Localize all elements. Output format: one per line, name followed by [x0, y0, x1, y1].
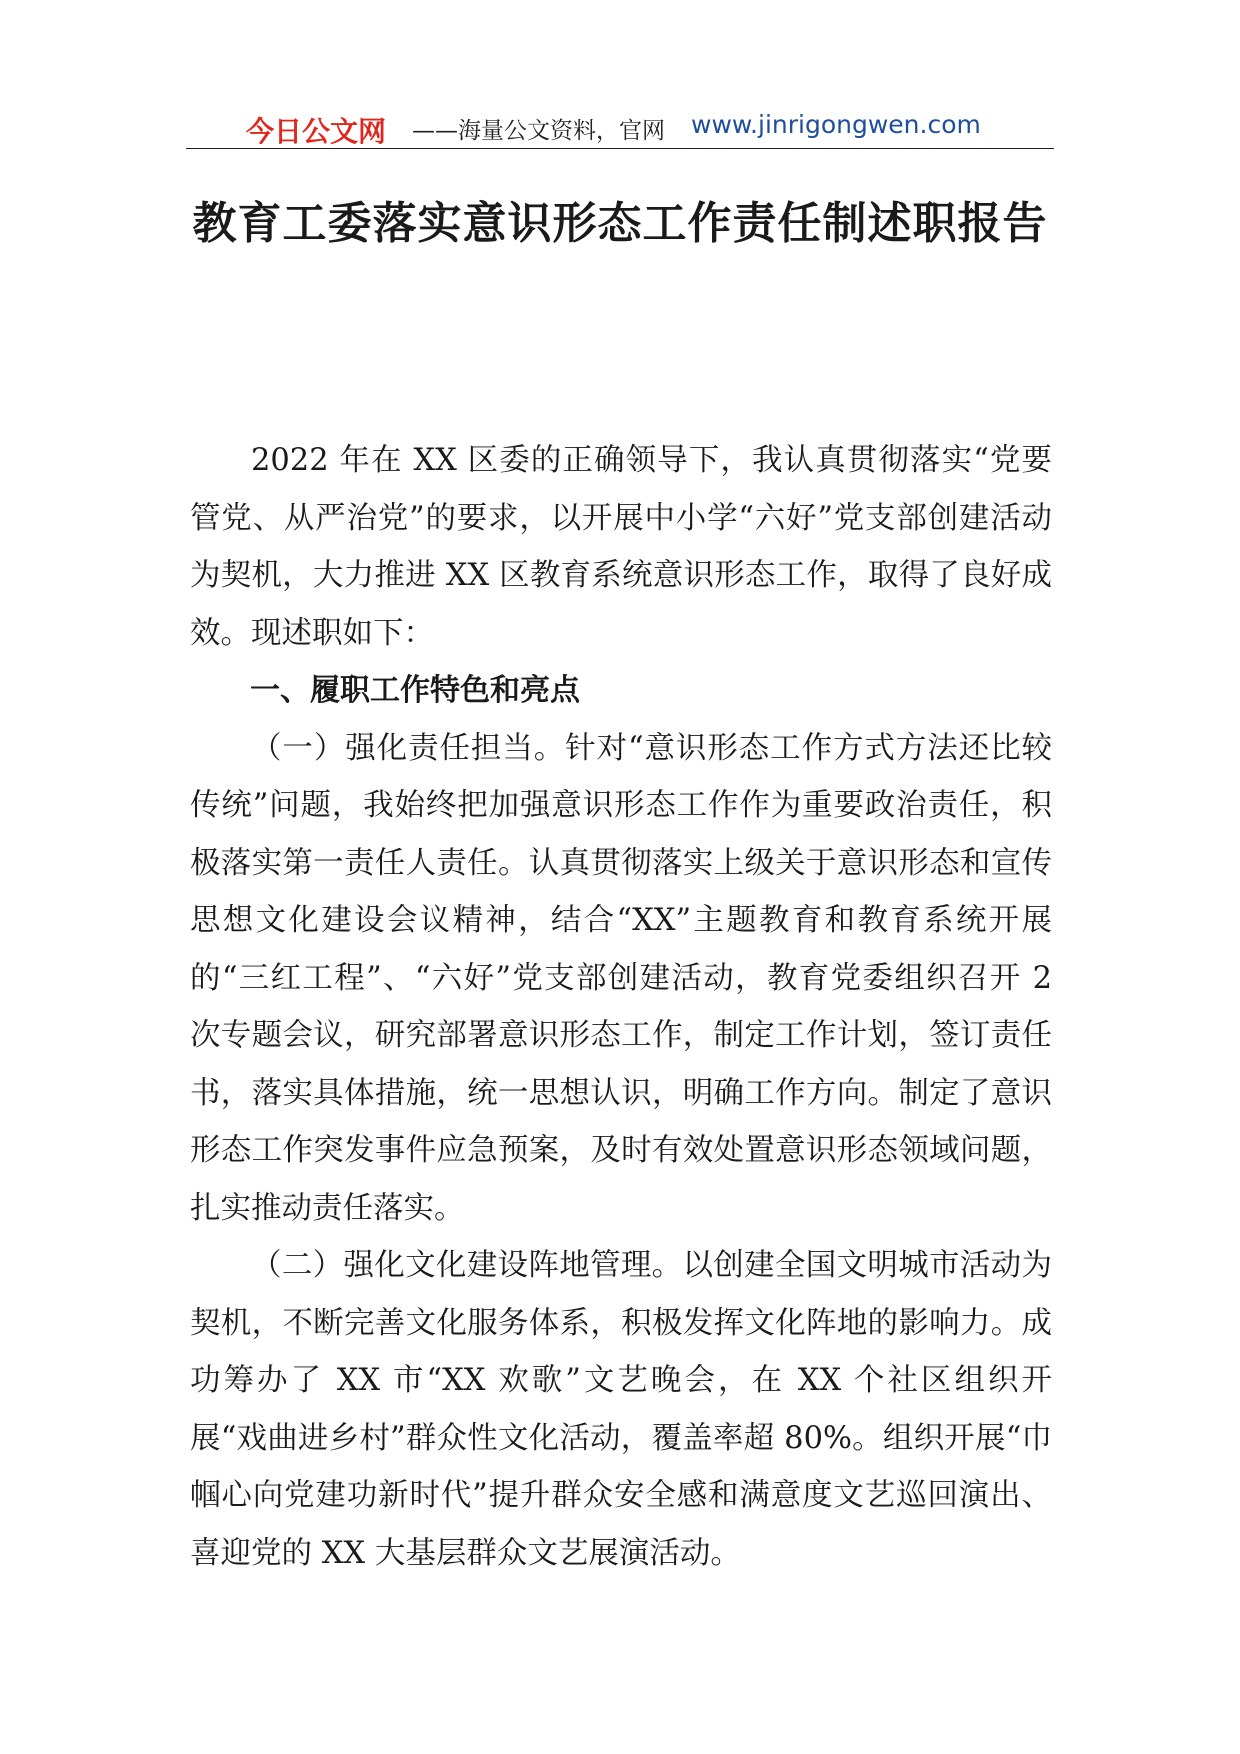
document-body: [190, 432, 1052, 1582]
intro-paragraph: 2022 年在 XX 区委的正确领导下，我认真贯彻落实“党要管党、从严治党”的要求，以开展中小学“六好”党支部创建活动为契机，大力推进 XX 区教育系统意识形态工作，取得了良好成效。现述职如下：: [190, 443, 1052, 651]
site-tagline: ——海量公文资料，官网: [412, 118, 665, 144]
section-heading: 一、履职工作特色和亮点: [250, 673, 580, 708]
header-divider: [186, 148, 1054, 149]
site-brand[interactable]: 今日公文网: [246, 115, 387, 148]
body-paragraph-1: （一）强化责任担当。针对“意识形态工作方式方法还比较传统”问题，我始终把加强意识形态工作作为重要政治责任，积极落实第一责任人责任。认真贯彻落实上级关于意识形态和宣传思想文化建设会议精神，结合“XX”主题教育和教育系统开展的“三红工程”、“六好”党支部创建活动，教育党委组织召开 2 次专题会议，研究部署意识形态工作，制定工作计划，签订责任书，落实具体措施，统一思想认识，明确工作方向。制定了意识形态工作突发事件应急预案，及时有效处置意识形态领域问题，扎实推动责任落实。: [190, 730, 1052, 1226]
site-url-link[interactable]: www.jinrigongwen.com: [691, 110, 981, 139]
site-header: [186, 104, 1054, 148]
document-title: 教育工委落实意识形态工作责任制述职报告: [192, 198, 1048, 249]
body-paragraph-2: （二）强化文化建设阵地管理。以创建全国文明城市活动为契机，不断完善文化服务体系，积极发挥文化阵地的影响力。成功筹办了 XX 市“XX 欢歌”文艺晚会，在 XX 个社区组织开展“戏曲进乡村”群众性文化活动，覆盖率超 80%。组织开展“巾帼心向党建功新时代”提升群众安全感和满意度文艺巡回演出、喜迎党的 XX 大基层群众文艺展演活动。: [190, 1248, 1052, 1571]
